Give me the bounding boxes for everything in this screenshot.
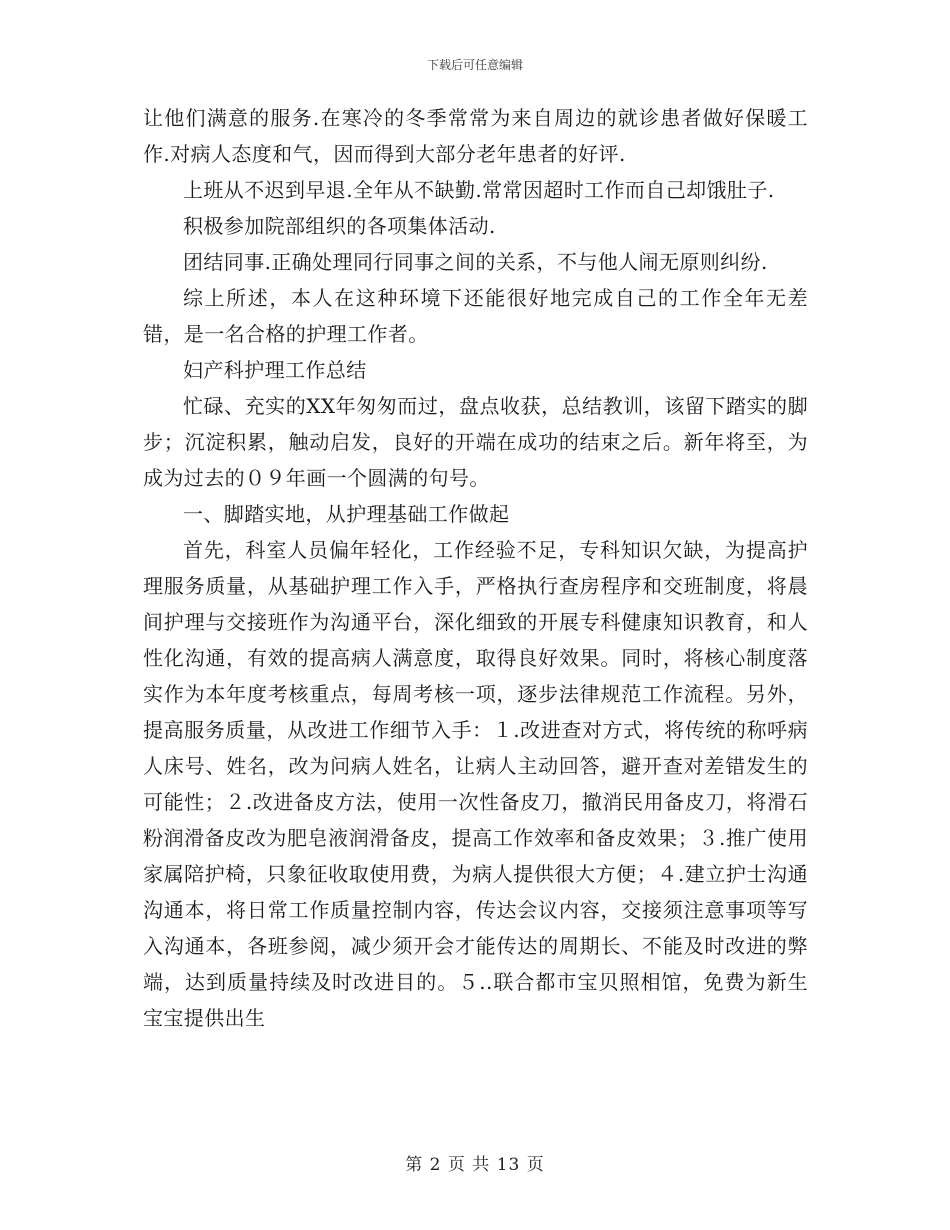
paragraph-5: 综上所述，本人在这种环境下还能很好地完成自己的工作全年无差错，是一名合格的护理工作者。 (143, 286, 808, 346)
page-footer: 第 2 页 共 13 页 (405, 1155, 545, 1175)
page-header: 下载后可任意编辑 (426, 58, 523, 72)
paragraph-4: 团结同事.正确处理同行同事之间的关系，不与他人闹无原则纠纷. (183, 250, 768, 274)
section-heading: 妇产科护理工作总结 (183, 358, 367, 382)
paragraph-3: 积极参加院部组织的各项集体活动. (183, 214, 496, 238)
document-body (143, 100, 808, 1036)
paragraph-2: 上班从不迟到早退.全年从不缺勤.常常因超时工作而自己却饿肚子. (183, 178, 775, 202)
subsection-heading: 一、脚踏实地，从护理基础工作做起 (183, 502, 510, 526)
paragraph-1: 让他们满意的服务.在寒冷的冬季常常为来自周边的就诊患者做好保暖工作.对病人态度和气，因而得到大部分老年患者的好评. (143, 106, 808, 166)
paragraph-7: 首先，科室人员偏年轻化，工作经验不足，专科知识欠缺，为提高护理服务质量，从基础护理工作入手，严格执行查房程序和交班制度，将晨间护理与交接班作为沟通平台，深化细致的开展专科健康知识教育，和人性化沟通，有效的提高病人满意度，取得良好效果。同时，将核心制度落实作为本年度考核重点，每周考核一项，逐步法律规范工作流程。另外，提高服务质量，从改进工作细节入手：１.改进查对方式，将传统的称呼病人床号、姓名，改为问病人姓名，让病人主动回答，避开查对差错发生的可能性；２.改进备皮方法，使用一次性备皮刀，撤消民用备皮刀，将滑石粉润滑备皮改为肥皂液润滑备皮，提高工作效率和备皮效果；３.推广使用家属陪护椅，只象征收取使用费，为病人提供很大方便；４.建立护士沟通沟通本，将日常工作质量控制内容，传达会议内容，交接须注意事项等写入沟通本，各班参阅，减少须开会才能传达的周期长、不能及时改进的弊端，达到质量持续及时改进目的。５..联合都市宝贝照相馆，免费为新生宝宝提供出生 (143, 538, 808, 1030)
paragraph-6: 忙碌、充实的XX年匆匆而过，盘点收获，总结教训，该留下踏实的脚步；沉淀积累，触动启发，良好的开端在成功的结束之后。新年将至，为成为过去的０９年画一个圆满的句号。 (143, 394, 808, 490)
